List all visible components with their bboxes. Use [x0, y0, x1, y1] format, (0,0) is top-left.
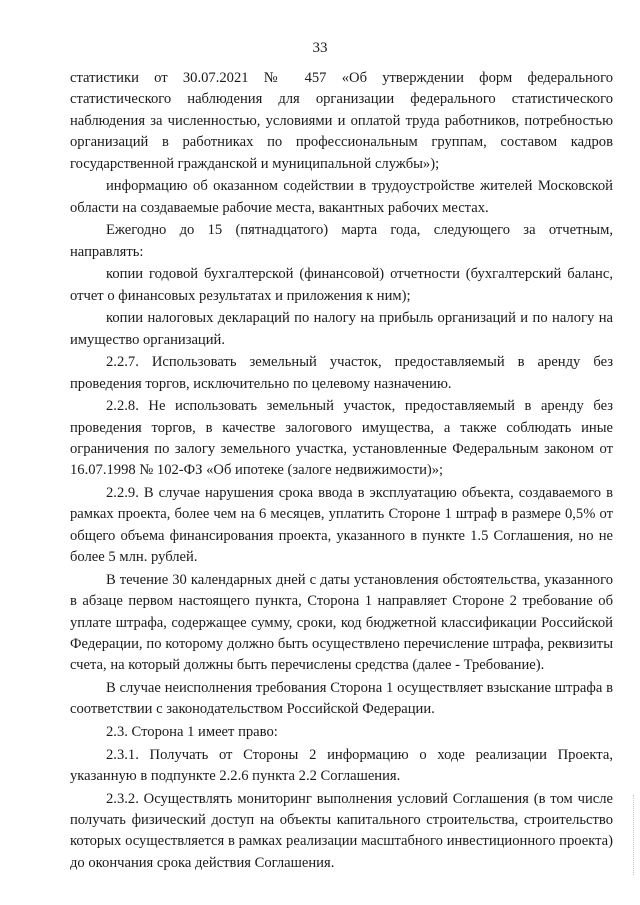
paragraph: информацию об оказанном содействии в трудоустройстве жителей Московской области на создаваемые рабочие места, вакантных рабочих местах.	[70, 178, 613, 216]
paragraph: Ежегодно до 15 (пятнадцатого) марта года, следующего за отчетным, направлять:	[70, 222, 613, 260]
paragraph: копии налоговых деклараций по налогу на прибыль организаций и по налогу на имущество организаций.	[70, 310, 613, 348]
paragraph: статистики от 30.07.2021 № 457 «Об утверждении форм федерального статистического наблюдения для организации федерального статистического наблюдения за численностью, условиями и оплатой труда работников, потребностью организаций в работниках по профессиональным группам, составом кадров государственной гражданской и муниципальной службы»);	[70, 70, 613, 172]
clause-2-2-8: 2.2.8. Не использовать земельный участок, предоставляемый в аренду без проведения торгов, в качестве залогового имущества, а также соблюдать иные ограничения по залогу земельного участка, установленные Федеральным законом от 16.07.1998 № 102-ФЗ «Об ипотеке (залоге недвижимости)»;	[70, 398, 613, 479]
clause-2-3-2: 2.3.2. Осуществлять мониторинг выполнения условий Соглашения (в том числе получать физический доступ на объекты капитального строительства, строительство которых осуществляется в рамках реализации масштабного инвестиционного проекта) до окончания срока действия Соглашения.	[70, 790, 613, 871]
paragraph: В случае неисполнения требования Сторона 1 осуществляет взыскание штрафа в соответствии с законодательством Российской Федерации.	[70, 680, 613, 718]
paragraph: копии годовой бухгалтерской (финансовой) отчетности (бухгалтерский баланс, отчет о финансовых результатах и приложения к ним);	[70, 266, 613, 304]
clause-2-2-7: 2.2.7. Использовать земельный участок, предоставляемый в аренду без проведения торгов, исключительно по целевому назначению.	[70, 354, 613, 392]
page-number: 33	[312, 40, 328, 56]
margin-stamp-mark	[633, 795, 636, 875]
clause-2-2-9: 2.2.9. В случае нарушения срока ввода в эксплуатацию объекта, создаваемого в рамках проекта, более чем на 6 месяцев, уплатить Стороне 1 штраф в размере 0,5% от общего объема финансирования проекта, указанного в пункте 1.5 Соглашения, но не более 5 млн. рублей.	[70, 485, 613, 566]
document-body	[70, 68, 613, 874]
clause-2-3: 2.3. Сторона 1 имеет право:	[106, 724, 278, 741]
paragraph: В течение 30 календарных дней с даты установления обстоятельства, указанного в абзаце первом настоящего пункта, Сторона 1 направляет Стороне 2 требование об уплате штрафа, содержащее сумму, сроки, код бюджетной классификации Российской Федерации, по которому должно быть осуществлено перечисление штрафа, реквизиты счета, на который должны быть перечислены средства (далее - Требование).	[70, 571, 613, 674]
clause-2-3-1: 2.3.1. Получать от Стороны 2 информацию о ходе реализации Проекта, указанную в подпункте 2.2.6 пункта 2.2 Соглашения.	[70, 746, 613, 785]
